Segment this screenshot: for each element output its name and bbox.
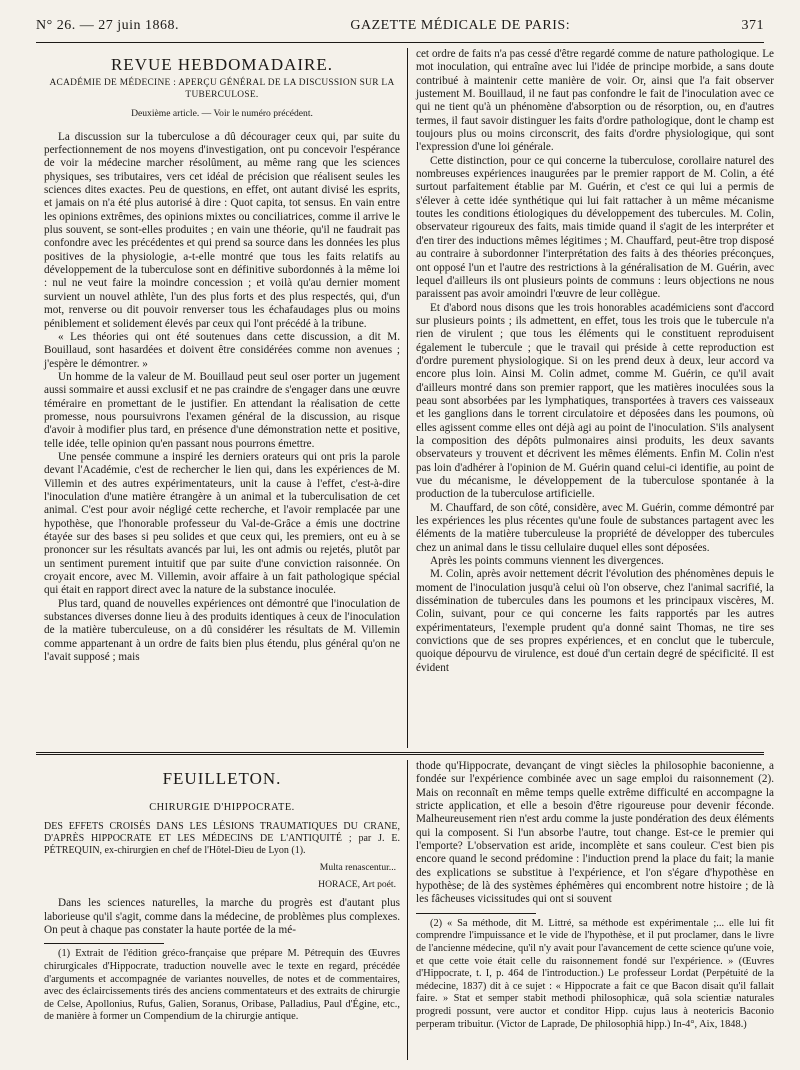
footnote (416, 918, 774, 1031)
feuilleton-title: FEUILLETON. (162, 769, 282, 788)
paragraph: Plus tard, quand de nouvelles expériences ont démontré que l'inoculation de substances diverses donne lieu à des produits identiques à ceux de l'inoculation de la matière tuberculeuse, on a dû considérer les résultats de M. Villemin comme appartenant à un ordre de faits bien plus étendu, plus général qu'on ne l'avait supposé ; mais (44, 597, 400, 664)
column-divider (407, 760, 408, 1060)
page-number: 371 (741, 18, 764, 33)
paragraph: Une pensée commune a inspiré les derniers orateurs qui ont pris la parole devant l'Académie, c'est de rechercher le lien qui, dans les expériences de M. Villemin et des autres expérimentateurs, unit la cause à l'effet, c'est-à-dire l'inoculation d'une matière étrangère à un animal et la tuberculisation de cet animal. C'est pour avoir négligé cette recherche, et l'avoir remplacée par une hypothèse, que l'honorable professeur du Val-de-Grâce a émis une doctrine étayée sur des bases si peu solides et que ceux qui, les premiers, ont eu à se prononcer sur les résultats avancés par lui, les ont admis ou rejetés, plutôt par un sentiment purement intuitif que par suite d'une conviction raisonnée. On croyait encore, avec M. Villemin, avoir affaire à un fait pathologique spécial qui était en rapport direct avec la nature de la substance inoculée. (44, 450, 400, 597)
footnote-text: (1) Extrait de l'édition gréco-française que prépare M. Pétrequin des Œuvres chirurgicales d'Hippocrate, traduction nouvelle avec le texte en regard, précédée d'arguments et accompagnée de variantes nouvelles, de notes et de commentaires, avec des éclaircissements tirés des anciens commentateurs et des extraits de chirurgie de Celse, Apollonius, Rufus, Galien, Soranus, Oribase, Palladius, Paul d'Égine, etc., de manière à former un Compendium de la chirurgie antique. (44, 948, 400, 1023)
revue-left-column (44, 48, 400, 748)
revue-right-column (416, 48, 774, 748)
header-rule (36, 42, 764, 43)
paragraph: Dans les sciences naturelles, la marche du progrès est d'autant plus laborieuse qu'il s'agit, comme dans la médecine, de problèmes plus complexes. On peut à chaque pas constater la haute portée de la mé- (44, 897, 400, 937)
journal-title: GAZETTE MÉDICALE DE PARIS: (350, 18, 571, 33)
paragraph: Un homme de la valeur de M. Bouillaud peut seul oser porter un jugement aussi sommaire et aussi exclusif et ne pas craindre de s'engager dans une œuvre téméraire en promettant de le justifier. En attendant la réalisation de cette promesse, nous poursuivrons l'examen général de la discussion, au risque d'avoir à modifier plus tard, en présence d'une démonstration nette et positive, telle idée, telle opinion qu'en passant nous pourrons émettre. (44, 370, 400, 450)
paragraph: M. Colin, après avoir nettement décrit l'évolution des phénomènes depuis le moment de l'inoculation jusqu'à celui où l'on observe, chez l'animal sacrifié, la dissémination de tubercules dans les poumons et les principaux viscères, M. Colin, suivant, pour ce qui concerne les faits rapportés par les autres expérimentateurs, l'exemple prudent qu'a donné saint Thomas, ne tire ses convictions que de ses propres expériences, et en conclut que le tubercule, quoique dépourvu de virulence, est doué d'un certain degré de spécificité. Il est évident (416, 568, 774, 674)
paragraph: thode qu'Hippocrate, devançant de vingt siècles la philosophie baconienne, a fondée sur l'expérience combinée avec un sage emploi du raisonnement (2). Mais on reconnaît en même temps quelle extrême difficulté en accompagne la stricte application, et elle a besoin d'être rigoureuse pour devenir féconde. Malheureusement rien n'est ardu comme la juste pondération des deux éléments qui la composent. Si l'un absorbe l'autre, tout change. Est-ce le premier qui l'emporte? L'observation est aride, incomplète et sans couleur. C'est bien pis encore quand le second prédomine : l'induction prend la place du fait; la manie des explications se substitue à l'expérience, et l'on s'égare d'hypothèse en hypothèse; de là des systèmes éphémères qui encombrent notre histoire ; de là les fâcheuses vicissitudes qui ont si souvent (416, 760, 774, 906)
chirurgie-subtitle: DES EFFETS CROISÉS DANS LES LÉSIONS TRAUMATIQUES DU CRANE, D'APRÈS HIPPOCRATE ET LES MÉDECINS DE L'ANTIQUITÉ ; par J. E. PÉTREQUIN, ex-chirurgien en chef de l'Hôtel-Dieu de Lyon (1). (44, 820, 400, 856)
epigraph-source: HORACE, Art poét. (318, 879, 396, 891)
revue-title: REVUE HEBDOMADAIRE. (110, 55, 334, 74)
epigraph: Multa renascentur... (319, 861, 396, 873)
paragraph: cet ordre de faits n'a pas cessé d'être regardé comme de nature pathologique. Le mot inoculation, qui entraîne avec lui l'idée de principe morbide, a sans doute contribué à maintenir cette manière de voir. Or, ainsi que l'a fait observer justement M. Bouillaud, il ne faut pas confondre le fait de l'inoculation avec ce qui ne tient qu'à un phénomène d'absorption ou de résorption, ou, en d'autres termes, il faut savoir distinguer les faits d'ordre pathologique, dont le champ est toujours plus ou moins circonscrit, des faits d'ordre physiologique, qui sont l'expression d'une loi générale. (416, 48, 774, 154)
feuilleton-right-column (416, 760, 774, 1060)
feuilleton-left-column (44, 760, 400, 1060)
column-divider (407, 48, 408, 748)
chirurgie-title: CHIRURGIE D'HIPPOCRATE. (149, 802, 295, 814)
footnote-rule (44, 943, 164, 944)
paragraph: Cette distinction, pour ce qui concerne la tuberculose, corollaire naturel des nombreuses expériences inaugurées par le premier rapport de M. Colin, a été surtout parfaitement établie par M. Guérin, et c'est ce qui lui a permis de s'élever à cette idée synthétique qui lui fait rattacher à un même mécanisme toutes les conditions étiologiques du développement des tubercules. M. Colin, observateur rigoureux des faits, mais timide quand il s'agit de les interpréter et d'en tirer des inductions mêmes légitimes ; M. Chauffard, peut-être trop disposé au contraire à subordonner l'interprétation des faits à des théories préconçues, ont opposé l'un et l'autre des restrictions à la généralisation de M. Guérin, avec lequel d'ailleurs ils ont plusieurs points de communs : leurs objections ne nous paraissent pas avoir amoindri l'œuvre de leur collègue. (416, 154, 774, 301)
footnote (44, 948, 400, 1024)
revue-subtitle: ACADÉMIE DE MÉDECINE : APERÇU GÉNÉRAL DE LA DISCUSSION SUR LA TUBERCULOSE. (49, 78, 395, 101)
issue-number: N° 26. — 27 juin 1868. (36, 18, 179, 33)
paragraph: La discussion sur la tuberculose a dû décourager ceux qui, par suite du perfectionnement de nos moyens d'investigation, ont pu concevoir l'espérance de voir la médecine marcher résolûment, au même rang que les sciences physiques, ses tributaires, vers cet idéal de précision que réalisent seules les sciences dites exactes. Peu de questions, en effet, ont autant divisé les esprits, et jamais on n'a été plus autorisé à dire : Quot capita, tot sensus. En vain entre les opinions extrêmes, des opinions mixtes ou conciliatrices, comme il arrive le plus souvent, se sont-elles produites ; en vain une théorie, qu'il ne faudrait pas confondre avec les précédentes et qui prend sa source dans les données les plus positives de la physiologie, a-t-elle montré que tous les faits relatifs au développement de la tuberculose sont en définitive subordonnés à la même loi : nul ne veut faire la moindre concession ; et voilà qu'au dernier moment survient un nouvel athlète, l'un des plus forts et des plus respectés, qui, d'un mot, renverse ou dit pouvoir renverser tous les échafaudages plus ou moins péniblement et solidement élevés par ceux qui l'ont précédé à la tribune. (44, 130, 400, 330)
paragraph: Après les points communs viennent les divergences. (430, 555, 664, 568)
paragraph: « Les théories qui ont été soutenues dans cette discussion, a dit M. Bouillaud, sont hasardées et doivent être considérées comme non avenues ; j'espère le démontrer. » (44, 330, 400, 370)
revue-note: Deuxième article. — Voir le numéro précédent. (131, 108, 313, 120)
feuilleton-separator (36, 752, 764, 755)
paragraph: Et d'abord nous disons que les trois honorables académiciens sont d'accord sur plusieurs points ; ils admettent, en effet, tous les trois que le tubercule n'a rien de virulent ; que tous les éléments qui le constituent reproduisent également le tubercule ; que le travail qui préside à cette reproduction est d'ordre purement physiologique. Si on les prend deux à deux, leur accord va encore plus loin. Ainsi M. Colin admet, comme M. Guérin, ce qu'il avait d'ailleurs montré dans son premier rapport, que les matières inoculées sous la peau sont absorbées par les lymphatiques, transportées à travers ces vaisseaux et les ganglions dans le torrent circulatoire et déposées dans les poumons, où elles agissent comme elles ont déjà agi au point de l'inoculation. S'ils analysent la composition des dépôts pulmonaires ainsi produits, les deux savants observateurs y trouvent et décrivent les mêmes éléments. Enfin M. Colin n'est pas loin d'adhérer à l'opinion de M. Guérin quand celui-ci identifie, au point de vue du mécanisme, le développement de la tuberculose spontanée à la production de la tuberculose artificielle. (416, 301, 774, 501)
paragraph: M. Chauffard, de son côté, considère, avec M. Guérin, comme démontré par les expériences les plus récentes qu'une foule de substances partagent avec les éléments de la matière tuberculeuse la propriété de développer des tubercules chez un animal dans le tissu cellulaire duquel elles sont déposées. (416, 501, 774, 554)
footnote-rule (416, 913, 536, 914)
page-header (36, 12, 764, 40)
footnote-text: (2) « Sa méthode, dit M. Littré, sa méthode est expérimentale ;... elle lui fit comprendre l'impuissance et le vide de l'hypothèse, et il put proclamer, dans le livre de l'ancienne médecine, qu'il n'y avait pour l'avancement de cette science qu'une voie, et que cette voie était celle du raisonnement fondé sur l'expérience. » (Œuvres d'Hippocrate, t. I, p. 464 de l'introduction.) Le professeur Lordat (Perpétuité de la médecine, 1837) dit à ce sujet : « Hippocrate a fait ce que Bacon disait qu'il fallait faire. » Stat et semper stabit methodi philosophicæ, quâ sola scientiæ naturales progredi possunt, vere auctor et conditor Hipp. cujus laus à neotericis Baconio perperam tribuitur. (Victor de Laprade, De philosophiâ hipp.) In-4°, Aix, 1848.) (416, 917, 774, 1030)
